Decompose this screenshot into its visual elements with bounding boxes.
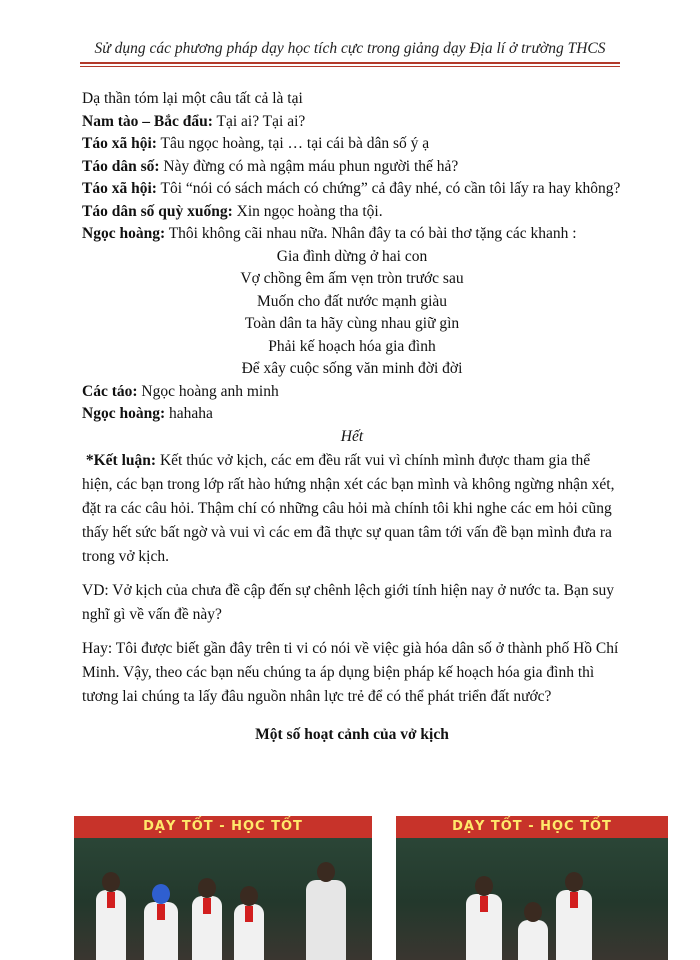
conclusion-label: *Kết luận: xyxy=(85,452,157,469)
speaker: Ngọc hoàng: xyxy=(82,225,166,242)
poem-line: Muốn cho đất nước mạnh giàu xyxy=(256,292,448,310)
classroom-banner: DẠY TỐT - HỌC TỐT xyxy=(396,816,668,838)
student-figure xyxy=(192,896,222,960)
classroom-banner: DẠY TỐT - HỌC TỐT xyxy=(74,816,372,838)
poem-line: Toàn dân ta hãy cùng nhau giữ gìn xyxy=(244,315,460,332)
dialogue: Xin ngọc hoàng tha tội. xyxy=(232,202,383,220)
speaker: Táo dân số quỳ xuống: xyxy=(82,202,233,220)
script-line xyxy=(82,156,622,179)
student-figure xyxy=(96,890,126,960)
play-photo-left xyxy=(74,816,372,960)
script-line xyxy=(82,111,622,134)
conclusion-text: Kết thúc vở kịch, các em đều rất vui vì chính mình được tham gia thể hiện, các bạn trong lớp rất hào hứng nhận xét các bạn mình và không ngừng nhận xét, đặt ra các câu hỏi. Thậm chí có những câu hỏi mà chính tôi khi nghe các em hỏi cũng thấy hết sức bất ngờ và vui vì các em đã thực sự quan tâm tới vấn đề bạn mình đưa ra trong vở kịch. xyxy=(82,452,615,565)
student-figure xyxy=(518,920,548,960)
script-line xyxy=(82,223,622,246)
speaker: Ngọc hoàng: xyxy=(82,405,166,422)
example-paragraph: Hay: Tôi được biết gần đây trên ti vi có nói về việc già hóa dân số ở thành phố Hồ Chí Minh. Vậy, theo các bạn nếu chúng ta áp dụng biện pháp kế hoạch hóa gia đình thì tương lai chúng ta lấy đâu nguồn nhân lực trẻ để có thể phát triển đất nước? xyxy=(82,640,619,705)
speaker: Các táo: xyxy=(82,382,138,400)
dialogue: Này đừng có mà ngậm máu phun người thế hả? xyxy=(159,157,459,175)
end-marker: Hết xyxy=(340,427,364,445)
script-line xyxy=(82,178,622,201)
script-line xyxy=(82,403,622,426)
poem-line: Phải kế hoạch hóa gia đình xyxy=(268,337,436,355)
photos-heading: Một số hoạt cảnh của vở kịch xyxy=(255,726,449,743)
speaker: Táo xã hội: xyxy=(82,180,157,197)
script-line xyxy=(82,381,622,404)
page-header: Sử dụng các phương pháp dạy học tích cực trong giảng dạy Địa lí ở trường THCS xyxy=(94,40,606,57)
header-rule xyxy=(80,62,620,64)
play-photo-right xyxy=(396,816,668,960)
dialogue: Ngọc hoàng anh minh xyxy=(137,382,279,400)
person-figure xyxy=(306,880,346,960)
student-figure xyxy=(144,902,178,960)
document-body xyxy=(82,88,622,763)
poem-line: Gia đình dừng ở hai con xyxy=(276,247,428,265)
student-figure xyxy=(556,890,592,960)
header-rule-thin xyxy=(80,66,620,67)
student-figure xyxy=(466,894,502,960)
speaker: Nam tào – Bắc đẩu: xyxy=(82,112,213,130)
example-paragraph: VD: Vở kịch của chưa đề cập đến sự chênh lệch giới tính hiện nay ở nước ta. Bạn suy nghĩ gì về vấn đề này? xyxy=(82,582,615,623)
dialogue: Tại ai? Tại ai? xyxy=(212,112,306,130)
dialogue: Thôi không cãi nhau nữa. Nhân đây ta có bài thơ tặng các khanh : xyxy=(165,225,577,242)
script-line xyxy=(82,133,622,156)
script-line: Dạ thần tóm lại một câu tất cả là tại xyxy=(82,90,303,107)
speaker: Táo dân số: xyxy=(82,157,160,175)
speaker: Táo xã hội: xyxy=(82,135,157,152)
script-line xyxy=(82,201,622,224)
poem-line: Để xây cuộc sống văn minh đời đời xyxy=(241,360,463,377)
dialogue: Tâu ngọc hoàng, tại … tại cái bà dân số ý ạ xyxy=(156,135,430,152)
student-figure xyxy=(234,904,264,960)
poem-line: Vợ chồng êm ấm vẹn tròn trước sau xyxy=(240,270,464,287)
dialogue: Tôi “nói có sách mách có chứng” cả đây nhé, có cần tôi lấy ra hay không? xyxy=(156,180,621,197)
conclusion-paragraph xyxy=(82,449,622,569)
dialogue: hahaha xyxy=(165,405,213,422)
